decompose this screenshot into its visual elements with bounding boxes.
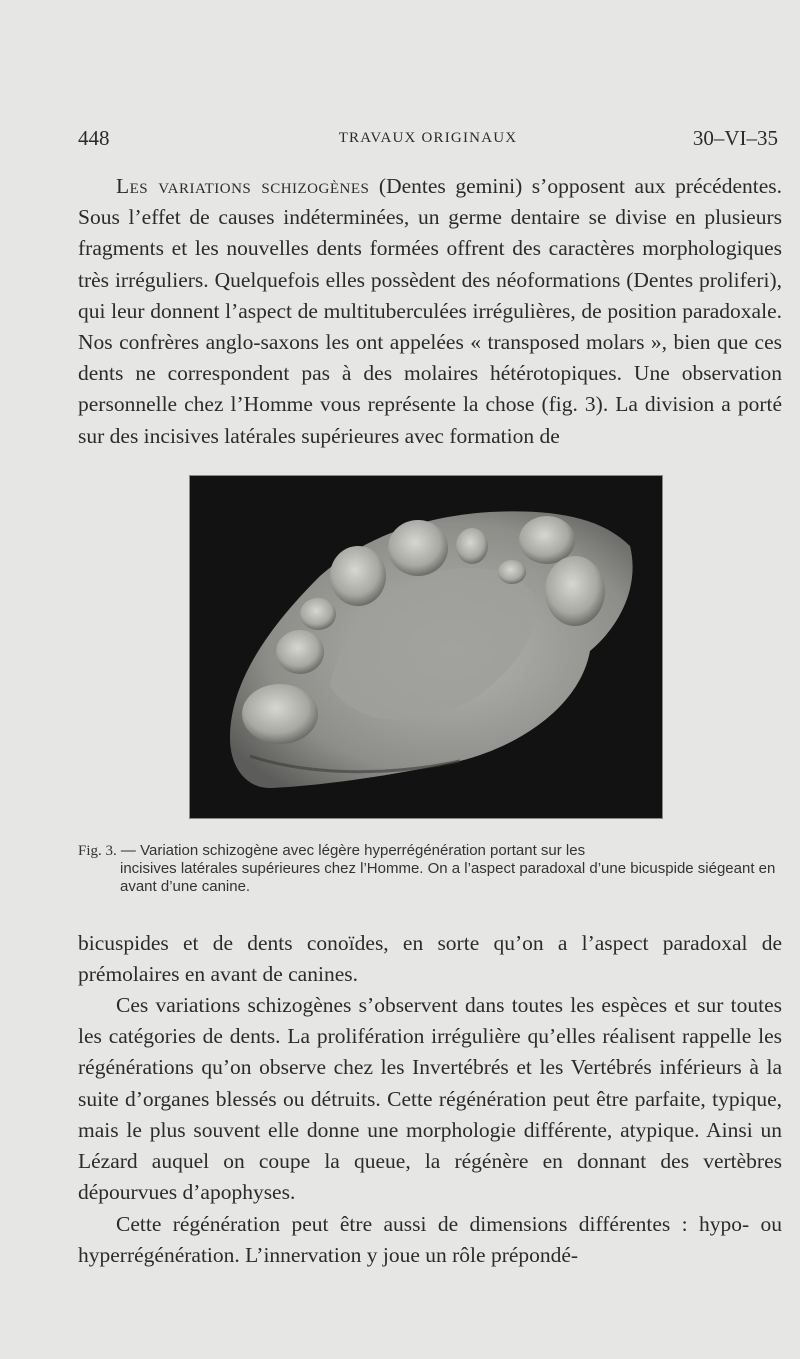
dental-cast-icon [190, 476, 662, 818]
caption-continuation: incisives latérales supérieures chez l’Homme. On a l’aspect paradoxal d’une bicuspide siégeant en avant d’une canine. [120, 860, 776, 895]
paragraph-cette-regeneration: Cette régénération peut être aussi de dimensions différentes : hypo- ou hyperrégénération. L’innervation y joue un rôle prépondé- [78, 1212, 782, 1268]
running-title: TRAVAUX ORIGINAUX [338, 130, 518, 146]
small-caps-lead: Les variations schizogènes [116, 174, 370, 198]
page-number: 448 [78, 126, 110, 150]
running-header [78, 126, 778, 152]
paragraph-bicuspides: bicuspides et de dents conoïdes, en sorte qu’on a l’aspect paradoxal de prémolaires en avant de canines. [78, 931, 782, 987]
header-date: 30–VI–35 [692, 126, 778, 150]
figure-caption [78, 842, 784, 896]
paragraph-ces-variations: Ces variations schizogènes s’observent dans toutes les espèces et sur toutes les catégories de dents. La prolifération irrégulière qu’elles réalisent rappelle les régénérations qu’on observe chez les Invertébrés et les Vertébrés inférieurs à la suite d’organes blessés ou détruits. Cette régénération peut être parfaite, typique, mais le plus souvent elle donne une morphologie différente, atypique. Ainsi un Lézard auquel on coupe la queue, la régénère en donnant des vertèbres dépourvues d’apophyses. [78, 993, 782, 1205]
paragraph-text: (Dentes gemini) s’opposent aux précédentes. Sous l’effet de causes indéterminées, un germe dentaire se divise en plusieurs fragments et les nouvelles dents formées offrent des caractères morphologiques très irréguliers. Quelquefois elles possèdent des néoformations (Dentes proliferi), qui leur donnent l’aspect de multituberculées irrégulières, de position paradoxale. Nos confrères anglo-saxons les ont appelées « transposed molars », bien que ces dents ne correspondent pas à des molaires hétérotopiques. Une observation personnelle chez l’Homme vous représente la chose (fig. 3). La division a porté sur des incisives latérales supérieures avec formation de [78, 174, 782, 448]
figure-3-photograph [189, 475, 663, 819]
paragraph-variations-schizogenes [78, 171, 782, 452]
caption-dash: — [116, 842, 141, 859]
caption-label: Fig. 3. [78, 843, 117, 859]
caption-first-line: Variation schizogène avec légère hyperrégénération portant sur les [140, 842, 586, 859]
